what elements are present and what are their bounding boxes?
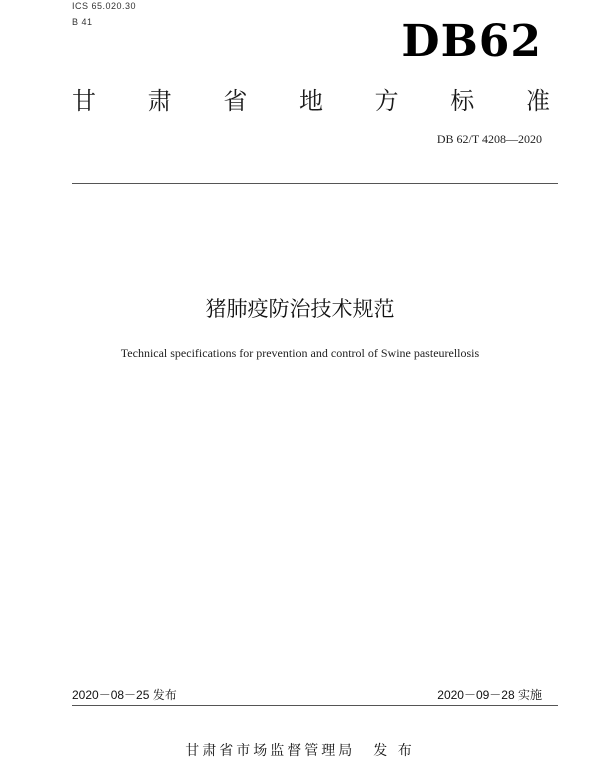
implementation-date: 2020－09－28 实施 (437, 688, 542, 702)
standard-type-char: 省 (223, 87, 248, 115)
standard-type-char: 肃 (147, 87, 172, 115)
standard-type-heading (72, 86, 550, 116)
standard-type-char: 地 (298, 87, 323, 115)
document-title-chinese: 猪肺疫防治技术规范 (205, 297, 395, 321)
publisher-name: 甘肃省市场监督管理局 (185, 743, 356, 759)
header-divider (72, 183, 558, 184)
db62-logo: DB62 (401, 16, 542, 67)
standard-type-char: 标 (450, 87, 475, 115)
standard-type-char: 准 (525, 87, 550, 115)
ics-code: ICS 65.020.30 (72, 1, 137, 11)
publish-action: 发 布 (373, 743, 415, 759)
document-title-english: Technical specifications for prevention and control of Swine pasteurellosis (120, 346, 480, 360)
standard-type-char: 甘 (72, 87, 96, 115)
footer-divider (72, 705, 558, 706)
issue-date: 2020－08－25 发布 (72, 688, 177, 702)
standard-number: DB 62/T 4208—2020 (436, 132, 542, 146)
publisher-line (0, 740, 600, 760)
ccs-code: B 41 (72, 17, 93, 27)
standard-type-char: 方 (374, 87, 399, 115)
